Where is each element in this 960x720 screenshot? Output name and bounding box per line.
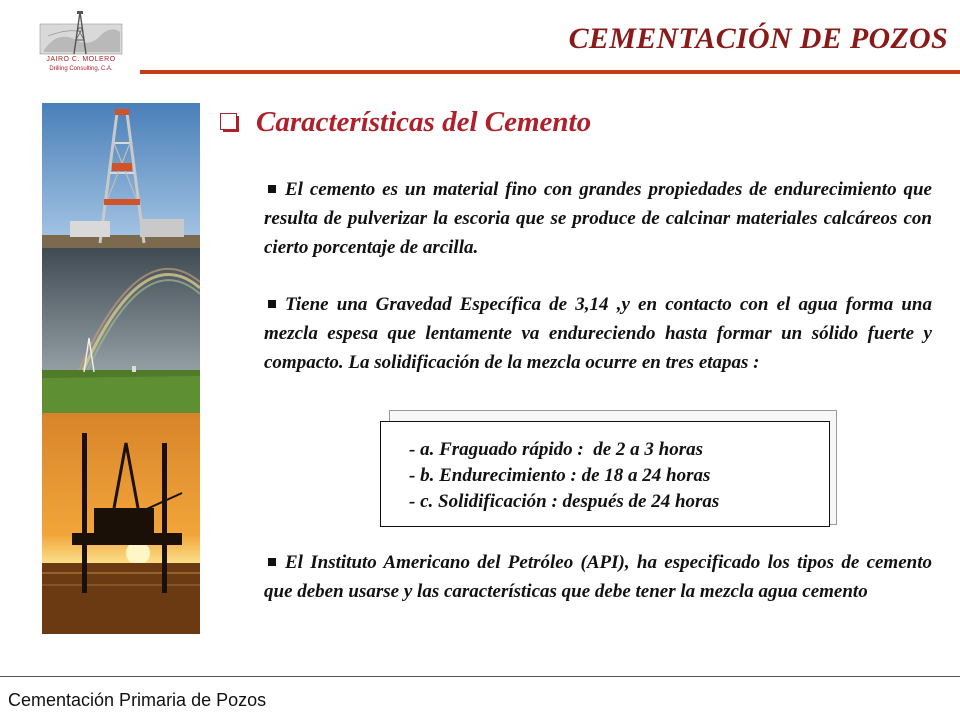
checkbox-bullet-icon (220, 113, 239, 132)
paragraph-api (264, 548, 932, 606)
square-bullet-icon (268, 558, 276, 566)
drilling-rig-photo (42, 103, 200, 248)
section-heading-text: Características del Cemento (256, 105, 592, 138)
stages-box (380, 421, 830, 527)
paragraph-cement-definition (264, 175, 932, 262)
section-heading (220, 105, 591, 139)
logo-name-text: JAIRO C. MOLERO (46, 56, 116, 63)
stage-item: - a. Fraguado rápido : de 2 a 3 horas (409, 439, 703, 460)
paragraph-text: Tiene una Gravedad Específica de 3,14 ,y en contacto con el agua forma una mezcla espesa que lentamente va endureciendo hasta formar un sólido fuerte y compacto. La solidificación de la mezcla ocurre en tres etapas : (264, 294, 932, 373)
paragraph-text: El cemento es un material fino con grandes propiedades de endurecimiento que resulta de pulverizar la escoria que se produce de calcinar materiales calcáreos con cierto porcentaje de arcilla. (264, 179, 932, 258)
square-bullet-icon (268, 300, 276, 308)
title-divider (140, 70, 960, 74)
paragraph-specific-gravity (264, 290, 932, 377)
logo-company-text: Drilling Consulting, C.A. (49, 66, 113, 72)
offshore-platform-sunset-photo (42, 413, 200, 634)
page-title: CEMENTACIÓN DE POZOS (568, 22, 948, 55)
stage-item: - b. Endurecimiento : de 18 a 24 horas (409, 465, 711, 486)
paragraph-text: El Instituto Americano del Petróleo (API), ha especificado los tipos de cemento que deben usarse y las características que debe tener la mezcla agua cemento (264, 552, 932, 602)
company-logo (38, 10, 124, 76)
footer-text: Cementación Primaria de Pozos (8, 690, 267, 710)
square-bullet-icon (268, 185, 276, 193)
footer-divider (0, 676, 960, 677)
oil-derrick-logo-icon (38, 10, 124, 56)
rainbow-oilfield-photo (42, 248, 200, 413)
stage-item: - c. Solidificación : después de 24 horas (409, 491, 720, 512)
